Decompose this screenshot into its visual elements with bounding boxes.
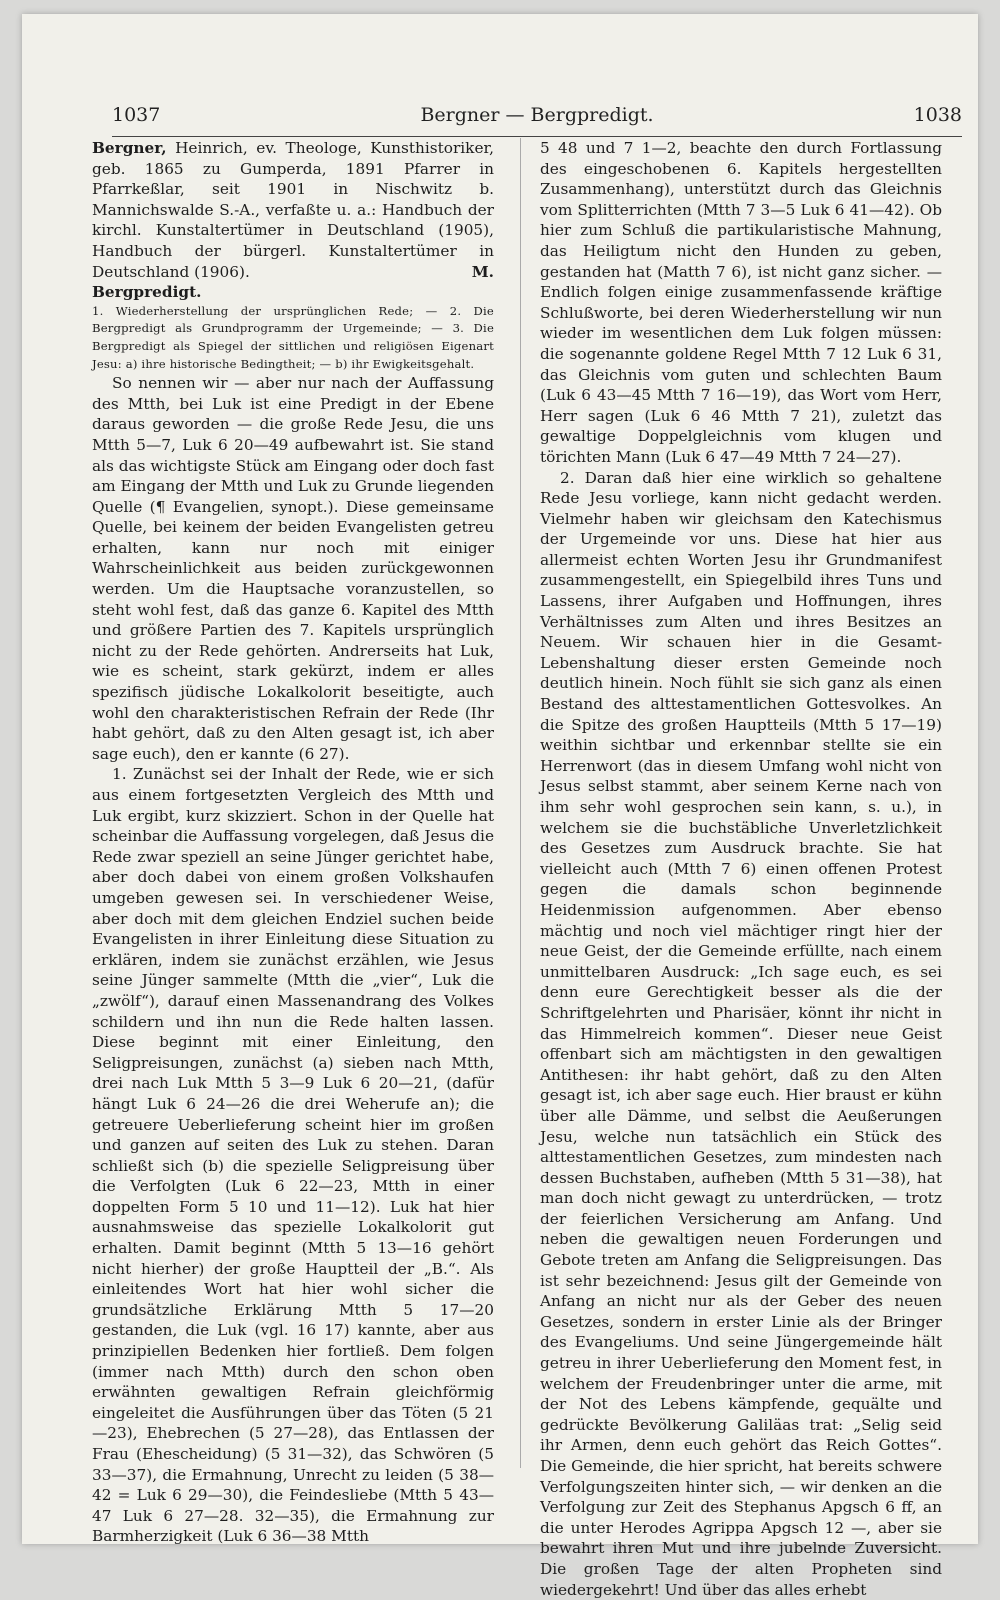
entry-text-bergner: Heinrich, ev. Theologe, Kunsthistoriker, geb. 1865 zu Gumperda, 1891 Pfarrer in Pfarrkeßlar, seit 1901 in Nischwitz b. Mannichswalde S.-A., verfaßte u. a.: Handbuch der kirchl. Kunstaltertümer in Deutschland (1905), Handbuch der bürgerl. Kunstaltertümer in Deutschland (1906). xyxy=(92,139,494,281)
author-signature: M. xyxy=(472,262,494,283)
entry-lemma-bergner: Bergner, xyxy=(92,139,167,157)
left-column xyxy=(92,138,494,1468)
paragraph-section-2: 2. Daran daß hier eine wirklich so gehaltene Rede Jesu vorliege, kann nicht gedacht werden. Vielmehr haben wir gleichsam den Katechismus der Urgemeinde vor uns. Diese hat hier aus allermeist echten Worten Jesu ihr Grundmanifest zusammengestellt, ein Spiegelbild ihres Tuns und Lassens, ihrer Aufgaben und Hoffnungen, ihres Verhältnisses zum Alten und ihres Besitzes an Neuem. Wir schauen hier in die Gesamt-Lebenshaltung dieser ersten Gemeinde noch deutlich hinein. Noch fühlt sie sich ganz als einen Bestand des alttestamentlichen Gottesvolkes. An die Spitze des großen Hauptteils (Mtth 5 17—19) weithin sichtbar und erkennbar stellte sie ein Herrenwort (das in diesem Umfang wohl nicht von Jesus selbst stammt, aber seinem Kerne nach von ihm sehr wohl gesprochen sein kann, s. u.), in welchem sie die buchstäbliche Unverletzlichkeit des Gesetzes zum Ausdruck brachte. Sie hat vielleicht auch (Mtth 7 6) einen offenen Protest gegen die damals schon beginnende Heidenmission aufgenommen. Aber ebenso mächtig und noch viel mächtiger ringt hier der neue Geist, der die Gemeinde erfüllte, nach einem unmittelbaren Ausdruck: „Ich sage euch, es sei denn eure Gerechtigkeit besser als die der Schriftgelehrten und Pharisäer, könnt ihr nicht in das Himmelreich kommen“. Dieser neue Geist offenbart sich am mächtigsten in den gewaltigen Antithesen: ihr habt gehört, daß zu den Alten gesagt ist, ich aber sage euch. Hier braust er kühn über alle Dämme, und selbst die Aeußerungen Jesu, welche nun tatsächlich ein Stück des alttestamentlichen Gesetzes, zum mindesten nach dessen Buchstaben, aufheben (Mtth 5 31—38), hat man doch nicht gewagt zu unterdrücken, — trotz der feierlichen Versicherung am Anfang. Und neben die gewaltigen neuen Forderungen und Gebote treten am Anfang die Seligpreisungen. Das ist sehr bezeichnend: Jesus gilt der Gemeinde von Anfang an nicht nur als der Geber des neuen Gesetzes, sondern in erster Linie als der Bringer des Evangeliums. Und seine Jüngergemeinde hält getreu in ihrer Ueberlieferung den Moment fest, in welchem der Freudenbringer unter die arme, mit der Not des Lebens kämpfende, gequälte und gedrückte Bevölkerung Galiläas trat: „Selig seid ihr Armen, denn euch gehört das Reich Gottes“. Die Gemeinde, die hier spricht, hat bereits schwere Verfolgungszeiten hinter sich, — wir denken an die Verfolgung zur Zeit des Stephanus Apgsch 6 ff, an die unter Herodes Agrippa Apgsch 12 —, aber sie bewahrt ihren Mut und ihre jubelnde Zuversicht. Die großen Tage der alten Propheten sind wiedergekehrt! Und über das alles erhebt xyxy=(540,468,942,1600)
running-title: Bergner — Bergpredigt. xyxy=(112,104,962,126)
left-page-number: 1037 xyxy=(112,104,160,126)
paragraph-section-1-continued: 5 48 und 7 1—2, beachte den durch Fortlassung des eingeschobenen 6. Kapitels hergestellten Zusammenhang), unterstützt durch das Gleichnis vom Splitterrichten (Mtth 7 3—5 Luk 6 41—42). Ob hier zum Schluß die partikularistische Mahnung, das Heiligtum nicht den Hunden zu geben, gestanden hat (Matth 7 6), ist nicht ganz sicher. — Endlich folgen einige zusammenfassende kräftige Schlußworte, bei deren Wiederherstellung wir nun wieder im wesentlichen dem Luk folgen müssen: die sogenannte goldene Regel Mtth 7 12 Luk 6 31, das Gleichnis vom guten und schlechten Baum (Luk 6 43—45 Mtth 7 16—19), das Wort vom Herr, Herr sagen (Luk 6 46 Mtth 7 21), zuletzt das gewaltige Doppelgleichnis vom klugen und törichten Mann (Luk 6 47—49 Mtth 7 24—27). xyxy=(540,138,942,468)
column-divider xyxy=(520,138,521,1468)
right-column xyxy=(540,138,942,1468)
entry-lemma-bergpredigt: Bergpredigt. xyxy=(92,282,494,303)
right-page-number: 1038 xyxy=(914,104,962,126)
paragraph-section-1: 1. Zunächst sei der Inhalt der Rede, wie er sich aus einem fortgesetzten Vergleich des Mtth und Luk ergibt, kurz skizziert. Schon in der Quelle hat scheinbar die Auffassung vorgelegen, daß Jesus die Rede zwar speziell an seine Jünger gerichtet habe, aber doch dabei von einem großen Volkshaufen umgeben gewesen sei. In verschiedener Weise, aber doch mit dem gleichen Endziel suchen beide Evangelisten in ihrer Einleitung diese Situation zu erklären, indem sie zunächst erzählen, wie Jesus seine Jünger sammelte (Mtth die „vier“, Luk die „zwölf“), darauf einen Massenandrang des Volkes schildern und ihn nun die Rede halten lassen. Diese beginnt mit einer Einleitung, den Seligpreisungen, zunächst (a) sieben nach Mtth, drei nach Luk Mtth 5 3—9 Luk 6 20—21, (dafür hängt Luk 6 24—26 die drei Weherufe an); die getreuere Ueberlieferung scheint hier im großen und ganzen auf seiten des Luk zu stehen. Daran schließt sich (b) die spezielle Seligpreisung über die Verfolgten (Luk 6 22—23, Mtth in einer doppelten Form 5 10 und 11—12). Luk hat hier ausnahmsweise das spezielle Lokalkolorit gut erhalten. Damit beginnt (Mtth 5 13—16 gehört nicht hierher) der große Hauptteil der „B.“. Als einleitendes Wort hat hier wohl sicher die grundsätzliche Erklärung Mtth 5 17—20 gestanden, die Luk (vgl. 16 17) kannte, aber aus prinzipiellen Bedenken hier fortließ. Dem folgen (immer nach Mtth) durch den schon oben erwähnten gewaltigen Refrain gleichförmig eingeleitet die Ausführungen über das Töten (5 21—23), Ehebrechen (5 27—28), das Entlassen der Frau (Ehescheidung) (5 31—32), das Schwören (5 33—37), die Ermahnung, Unrecht zu leiden (5 38—42 = Luk 6 29—30), die Feindesliebe (Mtth 5 43—47 Luk 6 27—28. 32—35), die Ermahnung zur Barmherzigkeit (Luk 6 36—38 Mtth xyxy=(92,764,494,1547)
page-header xyxy=(112,100,962,137)
entry-bergner xyxy=(92,138,494,282)
paragraph-intro: So nennen wir — aber nur nach der Auffassung des Mtth, bei Luk ist eine Predigt in der Ebene daraus geworden — die große Rede Jesu, die uns Mtth 5—7, Luk 6 20—49 aufbewahrt ist. Sie stand als das wichtigste Stück am Eingang oder doch fast am Eingang der Mtth und Luk zu Grunde liegenden Quelle (¶ Evangelien, synopt.). Diese gemeinsame Quelle, bei keinem der beiden Evangelisten getreu erhalten, kann nur noch mit einiger Wahrscheinlichkeit aus beiden zurückgewonnen werden. Um die Hauptsache voranzustellen, so steht wohl fest, daß das ganze 6. Kapitel des Mtth und größere Partien des 7. Kapitels ursprünglich nicht zu der Rede gehörten. Andrerseits hat Luk, wie es scheint, stark gekürzt, indem er alles spezifisch jüdische Lokalkolorit beseitigte, auch wohl den charakteristischen Refrain der Rede (Ihr habt gehört, daß zu den Alten gesagt ist, ich aber sage euch), den er kannte (6 27). xyxy=(92,373,494,764)
article-outline: 1. Wiederherstellung der ursprünglichen Rede; — 2. Die Bergpredigt als Grundprogramm der Urgemeinde; — 3. Die Bergpredigt als Spiegel der sittlichen und religiösen Eigenart Jesu: a) ihre historische Bedingtheit; — b) ihr Ewigkeitsgehalt. xyxy=(92,303,494,373)
